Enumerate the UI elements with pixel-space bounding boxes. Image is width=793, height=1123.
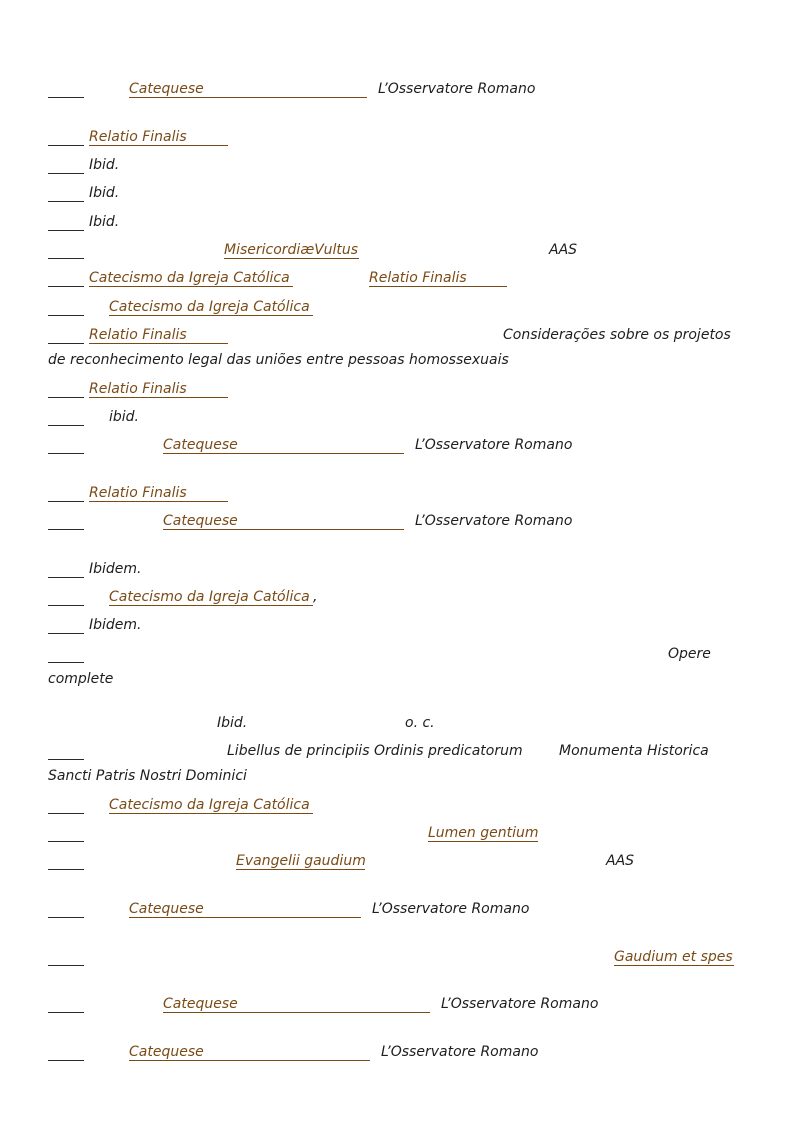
footnote-marker-rule bbox=[48, 605, 84, 606]
link-underline bbox=[89, 145, 228, 146]
catequese-link[interactable]: Catequese bbox=[163, 996, 238, 1012]
catequese-link[interactable]: Catequese bbox=[129, 81, 204, 97]
footnote-marker-rule bbox=[48, 841, 84, 842]
link-underline bbox=[369, 286, 507, 287]
footnote-text: Ibid. bbox=[89, 214, 120, 230]
footnote-text: L’Osservatore Romano bbox=[381, 1044, 539, 1060]
link-underline bbox=[129, 917, 361, 918]
footnote-text: ibid. bbox=[109, 409, 140, 425]
footnote-text: AAS bbox=[606, 853, 635, 869]
catequese-link[interactable]: Catequese bbox=[129, 1044, 204, 1060]
footnote-marker-rule bbox=[48, 230, 84, 231]
footnote-text: L’Osservatore Romano bbox=[372, 901, 530, 917]
catecismo-link[interactable]: Catecismo da Igreja Católica bbox=[109, 589, 310, 605]
footnote-marker-rule bbox=[48, 662, 84, 663]
link-underline bbox=[163, 529, 404, 530]
footnote-text: Ibidem. bbox=[89, 617, 142, 633]
link-underline bbox=[163, 1012, 430, 1013]
relatio-finalis-link[interactable]: Relatio Finalis bbox=[89, 485, 187, 501]
footnote-text: Monumenta Historica bbox=[559, 743, 709, 759]
link-underline bbox=[109, 813, 313, 814]
footnote-marker-rule bbox=[48, 1060, 84, 1061]
catecismo-link[interactable]: Catecismo da Igreja Católica bbox=[89, 270, 290, 286]
link-underline bbox=[89, 286, 293, 287]
footnote-marker-rule bbox=[48, 759, 84, 760]
link-underline bbox=[428, 841, 538, 842]
footnote-marker-rule bbox=[48, 813, 84, 814]
catequese-link[interactable]: Catequese bbox=[129, 901, 204, 917]
link-underline bbox=[129, 1060, 370, 1061]
link-underline bbox=[129, 97, 367, 98]
footnote-text: Sancti Patris Nostri Dominici bbox=[48, 768, 247, 784]
footnote-text: Ibid. bbox=[89, 157, 120, 173]
footnote-text: o. c. bbox=[405, 715, 435, 731]
footnote-text: L’Osservatore Romano bbox=[415, 513, 573, 529]
relatio-finalis-link[interactable]: Relatio Finalis bbox=[89, 327, 187, 343]
footnote-text: Libellus de principiis Ordinis predicatorum bbox=[227, 743, 523, 759]
footnote-marker-rule bbox=[48, 1012, 84, 1013]
catequese-link[interactable]: Catequese bbox=[163, 437, 238, 453]
relatio-finalis-link[interactable]: Relatio Finalis bbox=[369, 270, 467, 286]
footnote-marker-rule bbox=[48, 97, 84, 98]
footnote-text: de reconhecimento legal das uniões entre pessoas homossexuais bbox=[48, 352, 509, 368]
footnote-text: L’Osservatore Romano bbox=[441, 996, 599, 1012]
footnote-marker-rule bbox=[48, 529, 84, 530]
evangelii-gaudium-link[interactable]: Evangelii gaudium bbox=[236, 853, 366, 869]
footnote-marker-rule bbox=[48, 425, 84, 426]
footnote-text: L’Osservatore Romano bbox=[415, 437, 573, 453]
catecismo-link[interactable]: Catecismo da Igreja Católica bbox=[109, 797, 310, 813]
footnote-text: , bbox=[313, 589, 318, 605]
footnote-text: L’Osservatore Romano bbox=[378, 81, 536, 97]
link-underline bbox=[89, 397, 228, 398]
link-underline bbox=[109, 605, 313, 606]
footnote-marker-rule bbox=[48, 286, 84, 287]
footnote-text: Ibid. bbox=[217, 715, 248, 731]
footnote-marker-rule bbox=[48, 501, 84, 502]
footnote-marker-rule bbox=[48, 397, 84, 398]
footnote-marker-rule bbox=[48, 343, 84, 344]
link-underline bbox=[163, 453, 404, 454]
footnote-marker-rule bbox=[48, 577, 84, 578]
link-underline bbox=[89, 343, 228, 344]
catequese-link[interactable]: Catequese bbox=[163, 513, 238, 529]
footnote-text: Ibidem. bbox=[89, 561, 142, 577]
footnote-text: Considerações sobre os projetos bbox=[503, 327, 731, 343]
gaudium-et-spes-link[interactable]: Gaudium et spes bbox=[614, 949, 733, 965]
footnote-marker-rule bbox=[48, 315, 84, 316]
footnote-text: Ibid. bbox=[89, 185, 120, 201]
lumen-gentium-link[interactable]: Lumen gentium bbox=[428, 825, 539, 841]
link-underline bbox=[224, 258, 359, 259]
footnote-marker-rule bbox=[48, 965, 84, 966]
footnote-marker-rule bbox=[48, 258, 84, 259]
footnote-text: AAS bbox=[549, 242, 578, 258]
relatio-finalis-link[interactable]: Relatio Finalis bbox=[89, 129, 187, 145]
footnote-marker-rule bbox=[48, 917, 84, 918]
link-underline bbox=[236, 869, 365, 870]
link-underline bbox=[614, 965, 734, 966]
footnote-text: Opere bbox=[668, 646, 711, 662]
link-underline bbox=[109, 315, 313, 316]
footnote-marker-rule bbox=[48, 453, 84, 454]
footnote-marker-rule bbox=[48, 173, 84, 174]
footnote-marker-rule bbox=[48, 869, 84, 870]
footnote-marker-rule bbox=[48, 201, 84, 202]
footnote-text: complete bbox=[48, 671, 114, 687]
footnote-marker-rule bbox=[48, 633, 84, 634]
catecismo-link[interactable]: Catecismo da Igreja Católica bbox=[109, 299, 310, 315]
misericordiae-vultus-link[interactable]: MisericordiæVultus bbox=[224, 242, 358, 258]
link-underline bbox=[89, 501, 228, 502]
footnote-marker-rule bbox=[48, 145, 84, 146]
relatio-finalis-link[interactable]: Relatio Finalis bbox=[89, 381, 187, 397]
